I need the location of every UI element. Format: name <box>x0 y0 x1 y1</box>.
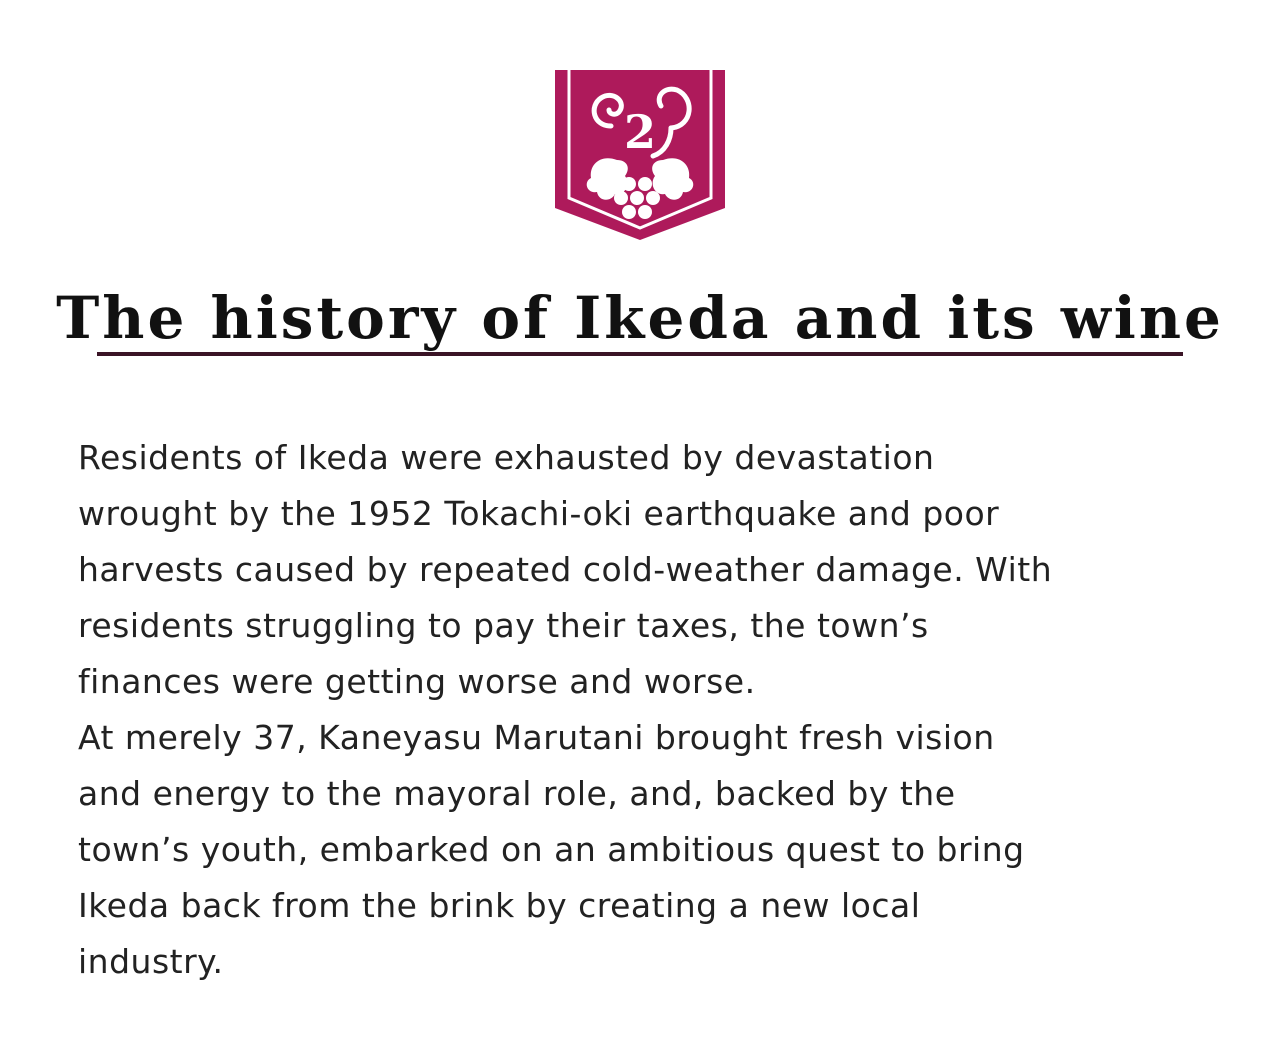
paragraph-2: At merely 37, Kaneyasu Marutani brought fresh vision and energy to the mayoral role, and, backed by the town’s youth, embarked on an ambitious quest to bring Ikeda back from the brink by creating a new local industry. <box>78 718 1025 981</box>
article-body <box>78 430 1268 990</box>
chapter-badge <box>553 68 727 242</box>
page-title: The history of Ikeda and its wine <box>56 284 1224 352</box>
title-underline <box>97 352 1183 356</box>
badge-number: 2 <box>623 105 657 159</box>
paragraph-1: Residents of Ikeda were exhausted by devastation wrought by the 1952 Tokachi-oki earthquake and poor harvests caused by repeated cold-weather damage. With residents struggling to pay their taxes, the town’s finances were getting worse and worse. <box>78 438 1053 701</box>
grape-vine-banner-icon <box>553 68 727 242</box>
